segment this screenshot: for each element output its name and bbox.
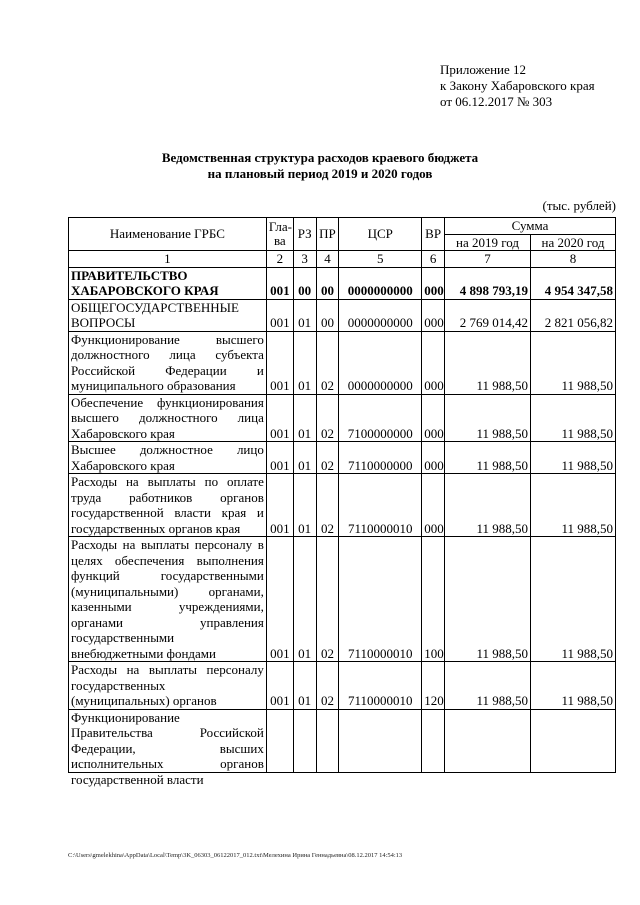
row-csr: 7110000010: [339, 662, 422, 710]
header-2020: на 2020 год: [530, 234, 615, 251]
row-2019: [445, 709, 531, 772]
row-csr: [339, 709, 422, 772]
title-line-2: на плановый период 2019 и 2020 годов: [207, 166, 433, 181]
row-vr: [422, 709, 445, 772]
col-num: 4: [316, 251, 339, 268]
table-row: [69, 442, 616, 474]
table-row: [69, 299, 616, 331]
row-vr: 000: [422, 331, 445, 394]
header-name: Наименование ГРБС: [69, 218, 267, 251]
table-row-cut: [69, 709, 616, 772]
row-2019: 2 769 014,42: [445, 299, 531, 331]
cut-row-text: Функционирование Правительства Российской Федерации, высших исполнительных органов государственной власти: [71, 709, 264, 787]
row-csr: 0000000000: [339, 331, 422, 394]
row-rz: [293, 709, 316, 772]
row-rz: 01: [293, 442, 316, 474]
row-rz: 01: [293, 537, 316, 662]
col-num: 6: [422, 251, 445, 268]
header-glava: Гла-ва: [266, 218, 293, 251]
row-2019: 11 988,50: [445, 442, 531, 474]
row-2019: 11 988,50: [445, 662, 531, 710]
row-pr: 00: [316, 299, 339, 331]
row-pr: [316, 709, 339, 772]
row-2020: 2 821 056,82: [530, 299, 615, 331]
row-csr: 7110000000: [339, 442, 422, 474]
row-vr: 000: [422, 474, 445, 537]
row-glava: [266, 709, 293, 772]
row-2020: 11 988,50: [530, 394, 615, 442]
row-name: ОБЩЕГОСУДАРСТВЕННЫЕ ВОПРОСЫ: [69, 299, 267, 331]
row-2020: 4 954 347,58: [530, 267, 615, 299]
title-line-1: Ведомственная структура расходов краевого бюджета: [161, 150, 479, 165]
row-2020: 11 988,50: [530, 537, 615, 662]
row-2020: 11 988,50: [530, 474, 615, 537]
row-vr: 000: [422, 394, 445, 442]
row-vr: 000: [422, 299, 445, 331]
row-name: Расходы на выплаты персоналу государственных (муниципальных) органов: [69, 662, 267, 710]
row-2020: 11 988,50: [530, 662, 615, 710]
row-name: [69, 709, 267, 787]
row-glava: 001: [266, 267, 293, 299]
table-row: [69, 394, 616, 442]
row-glava: 001: [266, 299, 293, 331]
row-name: Функционирование высшего должностного лица субъекта Российской Федерации и муниципального образования: [69, 331, 267, 394]
row-glava: 001: [266, 394, 293, 442]
row-2019: 11 988,50: [445, 394, 531, 442]
row-glava: 001: [266, 331, 293, 394]
budget-table: [68, 217, 616, 787]
appendix-block: [440, 62, 595, 110]
col-num: 2: [266, 251, 293, 268]
table-row: [69, 537, 616, 662]
table-row: [69, 662, 616, 710]
col-num: 5: [339, 251, 422, 268]
row-csr: 7110000010: [339, 474, 422, 537]
document-title: [0, 150, 640, 182]
row-name: ПРАВИТЕЛЬСТВО ХАБАРОВСКОГО КРАЯ: [69, 267, 267, 299]
row-pr: 00: [316, 267, 339, 299]
row-csr: 7100000000: [339, 394, 422, 442]
row-name: Обеспечение функционирования высшего должностного лица Хабаровского края: [69, 394, 267, 442]
header-sum: Сумма: [445, 218, 616, 235]
row-name: Высшее должностное лицо Хабаровского края: [69, 442, 267, 474]
units-label: (тыс. рублей): [542, 198, 616, 213]
row-pr: 02: [316, 474, 339, 537]
table-row: [69, 331, 616, 394]
row-rz: 01: [293, 394, 316, 442]
header-row: [69, 218, 616, 235]
row-pr: 02: [316, 394, 339, 442]
row-name: Расходы на выплаты персоналу в целях обеспечения выполнения функций государственными (муниципальными) органами, казенными учреждениями, органами управления государственными внебюджетными фондами: [69, 537, 267, 662]
col-num: 3: [293, 251, 316, 268]
row-pr: 02: [316, 662, 339, 710]
row-vr: 100: [422, 537, 445, 662]
column-numbers-row: [69, 251, 616, 268]
row-vr: 000: [422, 442, 445, 474]
row-rz: 01: [293, 662, 316, 710]
row-vr: 000: [422, 267, 445, 299]
header-csr: ЦСР: [339, 218, 422, 251]
row-csr: 0000000000: [339, 267, 422, 299]
col-num: 8: [530, 251, 615, 268]
row-2020: 11 988,50: [530, 331, 615, 394]
appendix-line-3: от 06.12.2017 № 303: [440, 94, 553, 109]
header-2019: на 2019 год: [445, 234, 531, 251]
row-vr: 120: [422, 662, 445, 710]
row-glava: 001: [266, 442, 293, 474]
row-2019: 4 898 793,19: [445, 267, 531, 299]
file-path-footer: C:\Users\gmelekhina\AppData\Local\Temp\3K_06303_06122017_012.txt\Мелехина Ирина Геннадьевна\08.12.2017 14:54:13: [68, 852, 403, 859]
row-2020: [530, 709, 615, 772]
row-glava: 001: [266, 474, 293, 537]
row-pr: 02: [316, 331, 339, 394]
row-pr: 02: [316, 442, 339, 474]
row-csr: 0000000000: [339, 299, 422, 331]
row-rz: 01: [293, 299, 316, 331]
row-2020: 11 988,50: [530, 442, 615, 474]
row-csr: 7110000010: [339, 537, 422, 662]
row-glava: 001: [266, 662, 293, 710]
row-glava: 001: [266, 537, 293, 662]
row-name: Расходы на выплаты по оплате труда работников органов государственной власти края и государственных органов края: [69, 474, 267, 537]
row-rz: 00: [293, 267, 316, 299]
appendix-line-1: Приложение 12: [440, 62, 527, 77]
col-num: 1: [69, 251, 267, 268]
header-pr: ПР: [316, 218, 339, 251]
table-row: [69, 474, 616, 537]
appendix-line-2: к Закону Хабаровского края: [440, 78, 595, 93]
table-row: [69, 267, 616, 299]
row-2019: 11 988,50: [445, 474, 531, 537]
row-2019: 11 988,50: [445, 537, 531, 662]
row-rz: 01: [293, 331, 316, 394]
col-num: 7: [445, 251, 531, 268]
row-rz: 01: [293, 474, 316, 537]
header-vr: ВР: [422, 218, 445, 251]
header-rz: РЗ: [293, 218, 316, 251]
row-2019: 11 988,50: [445, 331, 531, 394]
row-pr: 02: [316, 537, 339, 662]
